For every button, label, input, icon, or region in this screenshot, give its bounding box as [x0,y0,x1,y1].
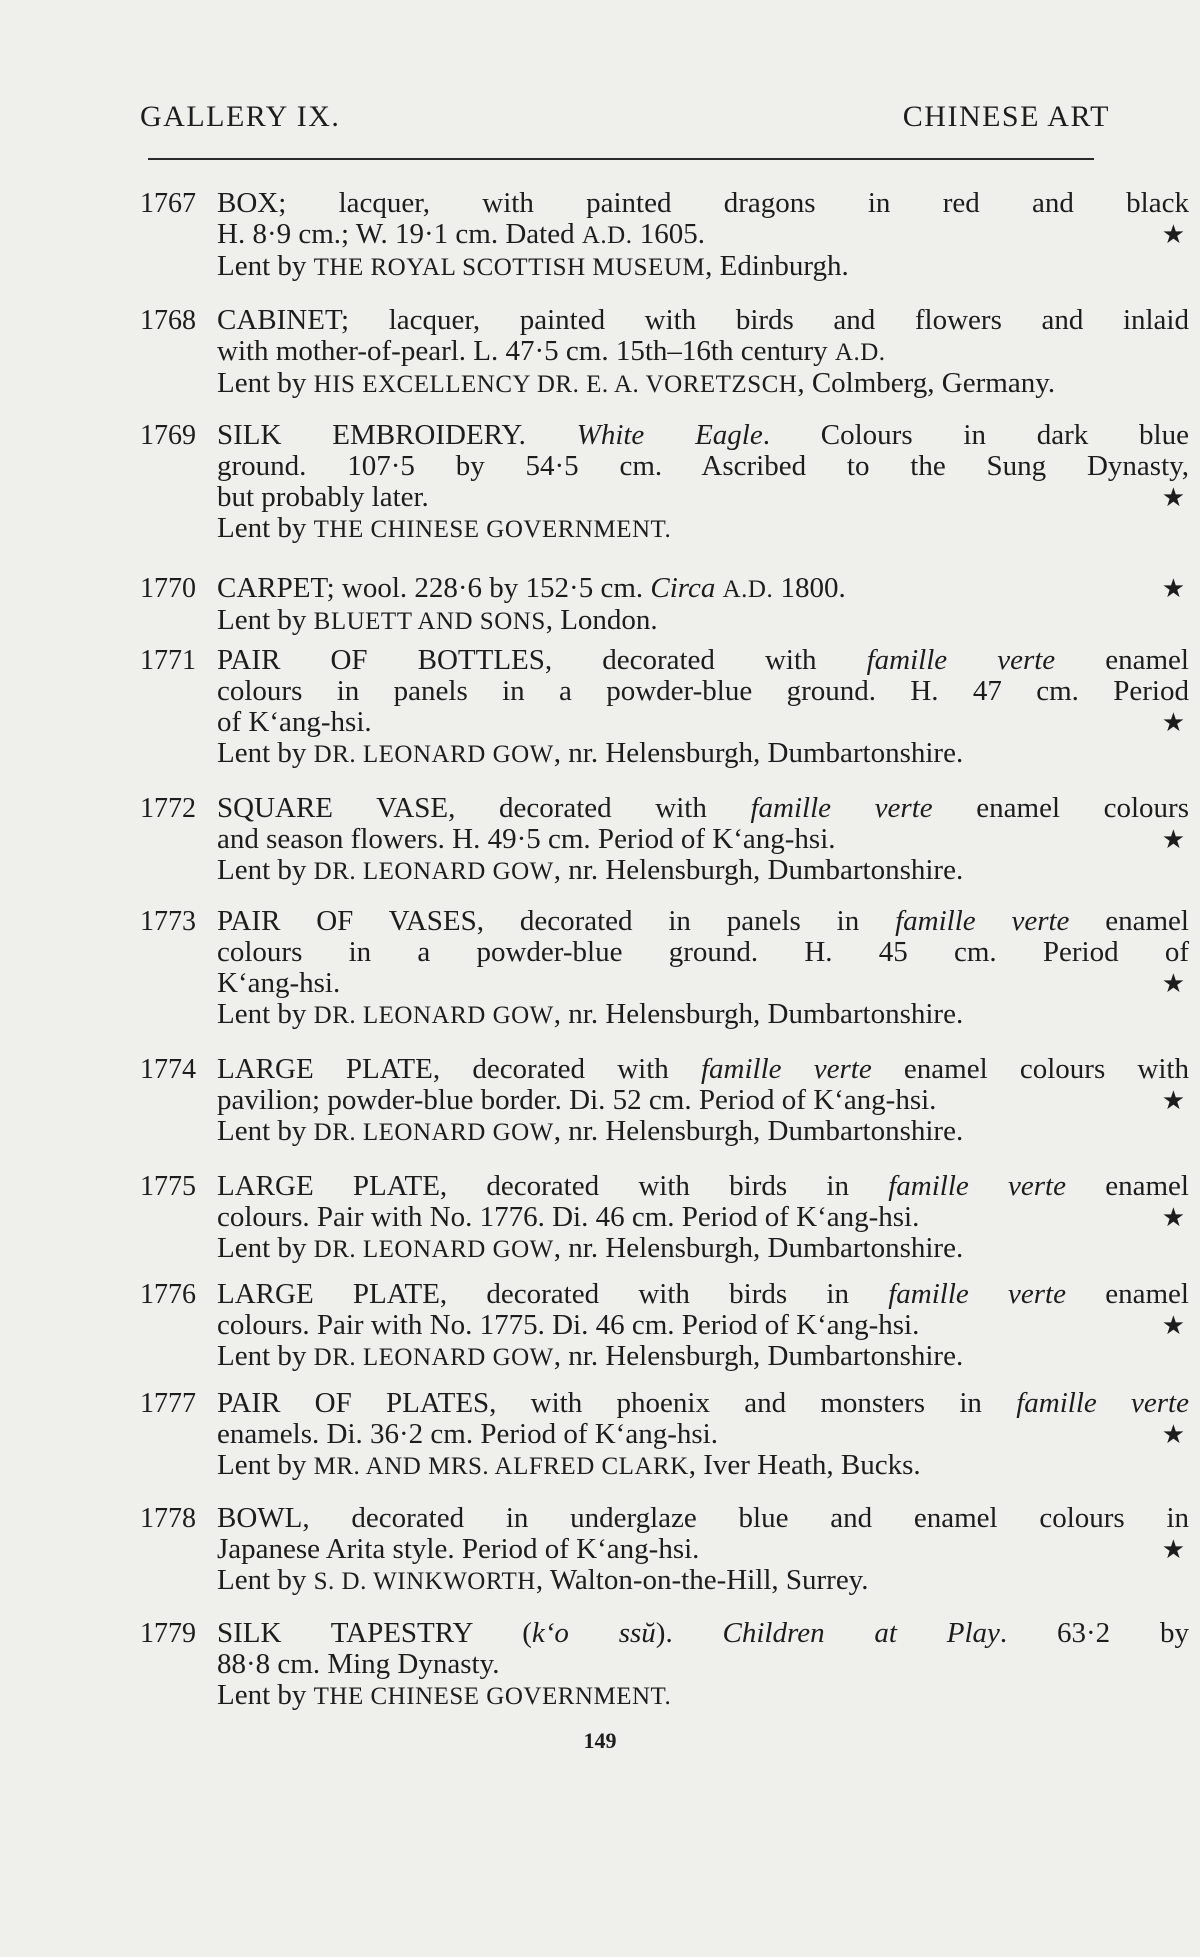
lender-name: HIS EXCELLENCY DR. E. A. VORETZSCH [313,371,798,398]
entry-number: 1775 [140,1171,196,1202]
entry-description-line: Japanese Arita style. Period of K‘ang-hsi. ★ [217,1533,1185,1565]
star-icon: ★ [1161,708,1185,737]
header-rule [148,158,1094,160]
lender-line: Lent by DR. LEONARD GOW, nr. Helensburgh, Dumbartonshire. [217,1232,964,1264]
lender-line: Lent by HIS EXCELLENCY DR. E. A. VORETZSCH, Colmberg, Germany. [217,367,1056,399]
lender-line: Lent by DR. LEONARD GOW, nr. Helensburgh, Dumbartonshire. [217,1115,964,1147]
lender-name: DR. LEONARD GOW [313,1236,554,1263]
entry-number: 1779 [140,1618,196,1649]
lender-name: MR. AND MRS. ALFRED CLARK [313,1453,689,1480]
entry-number: 1773 [140,906,196,937]
entry-description-line: SILK TAPESTRY (k‘o ssŭ). Children at Play. 63·2 by [217,1617,1189,1649]
star-icon: ★ [1161,220,1185,249]
lender-line: Lent by DR. LEONARD GOW, nr. Helensburgh, Dumbartonshire. [217,854,964,886]
catalogue-entry [140,906,1189,1031]
page-number: 149 [583,1728,617,1753]
entry-description-line: of K‘ang-hsi. ★ [217,706,1185,738]
entry-description-line: CARPET; wool. 228·6 by 152·5 cm. Circa A.D. 1800. ★ [217,572,1185,604]
star-icon: ★ [1161,1311,1185,1340]
catalogue-entry [140,1171,1189,1265]
entry-number: 1772 [140,793,196,824]
section-heading: CHINESE ART [902,100,1110,133]
entry-number: 1777 [140,1388,196,1419]
lender-line: Lent by THE CHINESE GOVERNMENT. [217,512,672,544]
lender-name: THE CHINESE GOVERNMENT. [313,1683,672,1710]
catalogue-entry [140,645,1189,770]
star-icon: ★ [1161,825,1185,854]
star-icon: ★ [1161,1086,1185,1115]
entry-description-line: SILK EMBROIDERY. White Eagle. Colours in dark blue [217,419,1189,451]
entry-description-line: colours in a powder-blue ground. H. 45 cm. Period of [217,936,1189,968]
lender-line: Lent by BLUETT AND SONS, London. [217,604,658,636]
lender-line: Lent by DR. LEONARD GOW, nr. Helensburgh, Dumbartonshire. [217,737,964,769]
entry-description-line: pavilion; powder-blue border. Di. 52 cm. Period of K‘ang-hsi. ★ [217,1084,1185,1116]
entry-description-line: enamels. Di. 36·2 cm. Period of K‘ang-hsi. ★ [217,1418,1185,1450]
lender-line: Lent by DR. LEONARD GOW, nr. Helensburgh, Dumbartonshire. [217,1340,964,1372]
lender-name: DR. LEONARD GOW [313,741,554,768]
entry-description-line: 88·8 cm. Ming Dynasty. [217,1648,500,1680]
lender-line: Lent by THE ROYAL SCOTTISH MUSEUM, Edinburgh. [217,250,849,282]
entry-number: 1771 [140,645,196,676]
entry-description-line: colours. Pair with No. 1775. Di. 46 cm. Period of K‘ang-hsi. ★ [217,1309,1185,1341]
entry-description-line: with mother-of-pearl. L. 47·5 cm. 15th–16th century A.D. [217,335,886,367]
entry-number: 1770 [140,573,196,604]
entry-description-line: CABINET; lacquer, painted with birds and flowers and inlaid [217,304,1189,336]
entry-number: 1769 [140,420,196,451]
entry-description-line: and season flowers. H. 49·5 cm. Period of K‘ang-hsi. ★ [217,823,1185,855]
entry-description-line: colours. Pair with No. 1776. Di. 46 cm. Period of K‘ang-hsi. ★ [217,1201,1185,1233]
running-header [140,100,1110,144]
entry-description-line: LARGE PLATE, decorated with birds in famille verte enamel [217,1170,1189,1202]
lender-name: DR. LEONARD GOW [313,858,554,885]
entry-description-line: BOX; lacquer, with painted dragons in red and black [217,187,1189,219]
star-icon: ★ [1161,483,1185,512]
star-icon: ★ [1161,1203,1185,1232]
entry-description-line: SQUARE VASE, decorated with famille verte enamel colours [217,792,1189,824]
catalogue-entry [140,1054,1189,1148]
lender-name: DR. LEONARD GOW [313,1344,554,1371]
entry-number: 1767 [140,188,196,219]
entry-description-line: PAIR OF PLATES, with phoenix and monsters in famille verte [217,1387,1189,1419]
lender-line: Lent by MR. AND MRS. ALFRED CLARK, Iver Heath, Bucks. [217,1449,921,1481]
entry-description-line: but probably later. ★ [217,481,1185,513]
entry-description-line: PAIR OF VASES, decorated in panels in famille verte enamel [217,905,1189,937]
lender-line: Lent by S. D. WINKWORTH, Walton-on-the-Hill, Surrey. [217,1564,869,1596]
catalogue-entry [140,573,1189,637]
entry-description-line: LARGE PLATE, decorated with famille verte enamel colours with [217,1053,1189,1085]
lender-name: DR. LEONARD GOW [313,1002,554,1029]
entry-number: 1776 [140,1279,196,1310]
lender-name: BLUETT AND SONS [313,608,546,635]
catalogue-entry [140,1279,1189,1373]
star-icon: ★ [1161,574,1185,603]
catalogue-entry [140,793,1189,887]
entry-description-line: colours in panels in a powder-blue ground. H. 47 cm. Period [217,675,1189,707]
lender-name: THE ROYAL SCOTTISH MUSEUM [313,254,706,281]
gallery-heading: GALLERY IX. [140,100,341,133]
lender-line: Lent by THE CHINESE GOVERNMENT. [217,1679,672,1711]
lender-line: Lent by DR. LEONARD GOW, nr. Helensburgh, Dumbartonshire. [217,998,964,1030]
catalogue-entry [140,188,1189,283]
entry-description-line: K‘ang-hsi. ★ [217,967,1185,999]
catalogue-entry [140,1388,1189,1482]
star-icon: ★ [1161,1535,1185,1564]
catalogue-entry [140,420,1189,545]
entry-number: 1778 [140,1503,196,1534]
entry-description-line: LARGE PLATE, decorated with birds in famille verte enamel [217,1278,1189,1310]
lender-name: S. D. WINKWORTH [313,1568,536,1595]
entry-number: 1774 [140,1054,196,1085]
lender-name: DR. LEONARD GOW [313,1119,554,1146]
catalogue-entry [140,1618,1189,1712]
entry-number: 1768 [140,305,196,336]
star-icon: ★ [1161,969,1185,998]
entry-description-line: ground. 107·5 by 54·5 cm. Ascribed to the Sung Dynasty, [217,450,1189,482]
catalogue-entry [140,1503,1189,1597]
lender-name: THE CHINESE GOVERNMENT. [313,516,672,543]
entry-description-line: BOWL, decorated in underglaze blue and enamel colours in [217,1502,1189,1534]
star-icon: ★ [1161,1420,1185,1449]
entry-description-line: H. 8·9 cm.; W. 19·1 cm. Dated A.D. 1605. ★ [217,218,1185,250]
catalogue-entry [140,305,1189,400]
entry-description-line: PAIR OF BOTTLES, decorated with famille verte enamel [217,644,1189,676]
